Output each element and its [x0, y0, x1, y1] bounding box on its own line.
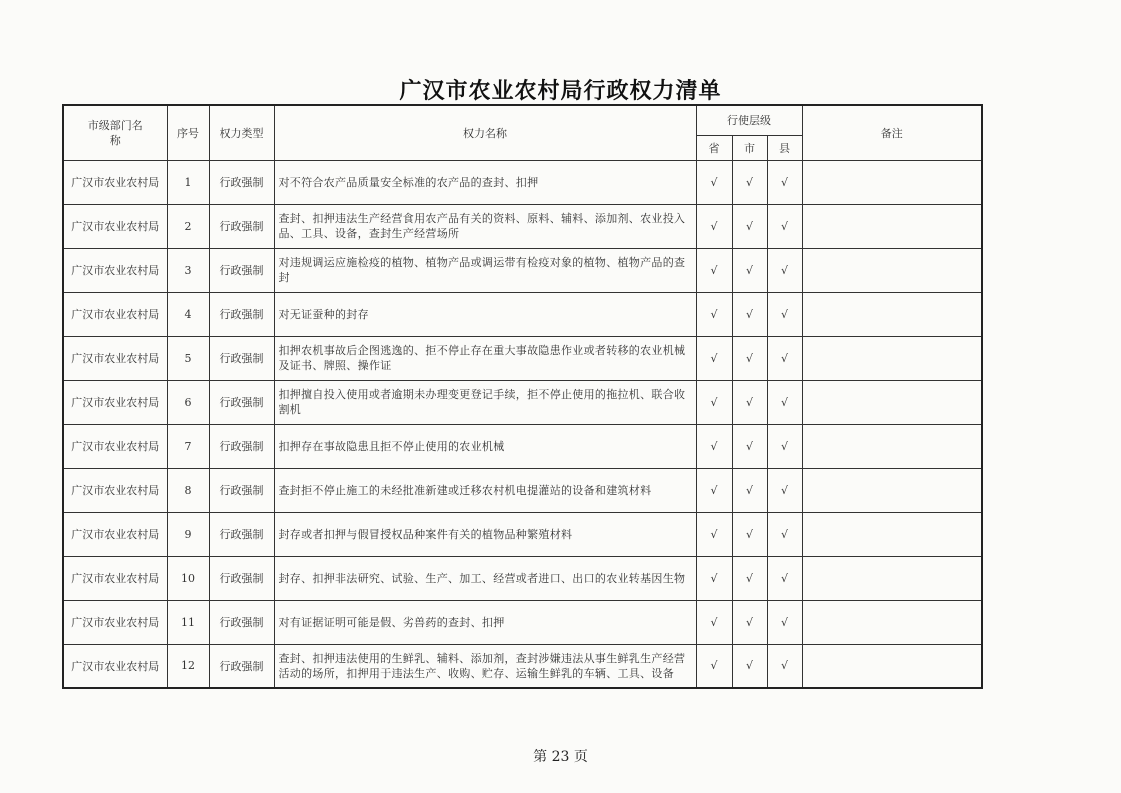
row-city-check: √ [732, 556, 767, 600]
row-county-check: √ [767, 600, 802, 644]
row-province-check: √ [696, 336, 732, 380]
row-note [802, 468, 982, 512]
row-city-check: √ [732, 644, 767, 688]
row-city-check: √ [732, 292, 767, 336]
row-num: 10 [167, 556, 209, 600]
row-city-check: √ [732, 468, 767, 512]
header-name: 权力名称 [274, 105, 696, 160]
row-name: 查封、扣押违法生产经营食用农产品有关的资料、原料、辅料、添加剂、农业投入品、工具、设备，查封生产经营场所 [274, 204, 696, 248]
header-type: 权力类型 [209, 105, 274, 160]
row-province-check: √ [696, 600, 732, 644]
row-type: 行政强制 [209, 160, 274, 204]
row-name: 对不符合农产品质量安全标准的农产品的查封、扣押 [274, 160, 696, 204]
row-province-check: √ [696, 424, 732, 468]
row-num: 7 [167, 424, 209, 468]
row-name: 扣押存在事故隐患且拒不停止使用的农业机械 [274, 424, 696, 468]
table-row [63, 600, 982, 644]
table-row [63, 512, 982, 556]
row-note [802, 292, 982, 336]
row-dept: 广汉市农业农村局 [63, 160, 167, 204]
row-name: 扣押农机事故后企图逃逸的、拒不停止存在重大事故隐患作业或者转移的农业机械及证书、牌照、操作证 [274, 336, 696, 380]
row-city-check: √ [732, 160, 767, 204]
row-province-check: √ [696, 512, 732, 556]
row-note [802, 556, 982, 600]
header-county: 县 [767, 135, 802, 160]
row-num: 11 [167, 600, 209, 644]
row-province-check: √ [696, 248, 732, 292]
row-county-check: √ [767, 336, 802, 380]
row-dept: 广汉市农业农村局 [63, 248, 167, 292]
row-dept: 广汉市农业农村局 [63, 556, 167, 600]
row-city-check: √ [732, 204, 767, 248]
row-note [802, 380, 982, 424]
row-num: 2 [167, 204, 209, 248]
row-province-check: √ [696, 160, 732, 204]
row-name: 对有证据证明可能是假、劣兽药的查封、扣押 [274, 600, 696, 644]
row-county-check: √ [767, 160, 802, 204]
row-type: 行政强制 [209, 248, 274, 292]
row-note [802, 160, 982, 204]
row-dept: 广汉市农业农村局 [63, 644, 167, 688]
row-type: 行政强制 [209, 644, 274, 688]
row-type: 行政强制 [209, 556, 274, 600]
row-note [802, 248, 982, 292]
row-num: 12 [167, 644, 209, 688]
page-number: 第 23 页 [533, 749, 588, 765]
row-county-check: √ [767, 204, 802, 248]
table-row [63, 468, 982, 512]
table-row [63, 380, 982, 424]
row-city-check: √ [732, 424, 767, 468]
row-type: 行政强制 [209, 292, 274, 336]
row-name: 封存或者扣押与假冒授权品种案件有关的植物品种繁殖材料 [274, 512, 696, 556]
row-note [802, 600, 982, 644]
row-province-check: √ [696, 204, 732, 248]
row-type: 行政强制 [209, 512, 274, 556]
row-name: 查封、扣押违法使用的生鲜乳、辅料、添加剂，查封涉嫌违法从事生鲜乳生产经营活动的场所，扣押用于违法生产、收购、贮存、运输生鲜乳的车辆、工具、设备 [274, 644, 696, 688]
row-dept: 广汉市农业农村局 [63, 468, 167, 512]
row-type: 行政强制 [209, 468, 274, 512]
page-title: 广汉市农业农村局行政权力清单 [399, 78, 722, 104]
row-county-check: √ [767, 468, 802, 512]
header-dept: 市级部门名称 [63, 105, 167, 160]
row-num: 4 [167, 292, 209, 336]
row-num: 5 [167, 336, 209, 380]
row-county-check: √ [767, 424, 802, 468]
row-province-check: √ [696, 468, 732, 512]
row-county-check: √ [767, 512, 802, 556]
table-row [63, 556, 982, 600]
row-name: 封存、扣押非法研究、试验、生产、加工、经营或者进口、出口的农业转基因生物 [274, 556, 696, 600]
table-row [63, 292, 982, 336]
row-dept: 广汉市农业农村局 [63, 600, 167, 644]
header-province: 省 [696, 135, 732, 160]
row-num: 8 [167, 468, 209, 512]
row-note [802, 644, 982, 688]
row-num: 6 [167, 380, 209, 424]
header-num: 序号 [167, 105, 209, 160]
row-city-check: √ [732, 380, 767, 424]
table-row [63, 424, 982, 468]
row-dept: 广汉市农业农村局 [63, 424, 167, 468]
row-type: 行政强制 [209, 204, 274, 248]
table-row [63, 248, 982, 292]
row-county-check: √ [767, 644, 802, 688]
row-province-check: √ [696, 292, 732, 336]
row-name: 对违规调运应施检疫的植物、植物产品或调运带有检疫对象的植物、植物产品的查封 [274, 248, 696, 292]
row-dept: 广汉市农业农村局 [63, 204, 167, 248]
table-row [63, 204, 982, 248]
header-city: 市 [732, 135, 767, 160]
power-list-table [62, 104, 983, 689]
table-row [63, 336, 982, 380]
row-dept: 广汉市农业农村局 [63, 380, 167, 424]
table-row [63, 644, 982, 688]
row-note [802, 424, 982, 468]
row-name: 扣押擅自投入使用或者逾期未办理变更登记手续，拒不停止使用的拖拉机、联合收割机 [274, 380, 696, 424]
row-county-check: √ [767, 292, 802, 336]
row-type: 行政强制 [209, 336, 274, 380]
row-note [802, 336, 982, 380]
header-note: 备注 [802, 105, 982, 160]
row-dept: 广汉市农业农村局 [63, 292, 167, 336]
row-province-check: √ [696, 644, 732, 688]
table-row [63, 160, 982, 204]
row-name: 查封拒不停止施工的未经批准新建或迁移农村机电提灌站的设备和建筑材料 [274, 468, 696, 512]
row-city-check: √ [732, 512, 767, 556]
row-num: 1 [167, 160, 209, 204]
row-city-check: √ [732, 600, 767, 644]
row-dept: 广汉市农业农村局 [63, 336, 167, 380]
row-note [802, 512, 982, 556]
row-name: 对无证蚕种的封存 [274, 292, 696, 336]
row-type: 行政强制 [209, 380, 274, 424]
row-type: 行政强制 [209, 600, 274, 644]
row-dept: 广汉市农业农村局 [63, 512, 167, 556]
row-county-check: √ [767, 380, 802, 424]
row-city-check: √ [732, 336, 767, 380]
row-province-check: √ [696, 380, 732, 424]
row-num: 9 [167, 512, 209, 556]
row-county-check: √ [767, 556, 802, 600]
row-type: 行政强制 [209, 424, 274, 468]
row-province-check: √ [696, 556, 732, 600]
row-county-check: √ [767, 248, 802, 292]
row-num: 3 [167, 248, 209, 292]
row-note [802, 204, 982, 248]
row-city-check: √ [732, 248, 767, 292]
header-level: 行使层级 [696, 105, 802, 135]
